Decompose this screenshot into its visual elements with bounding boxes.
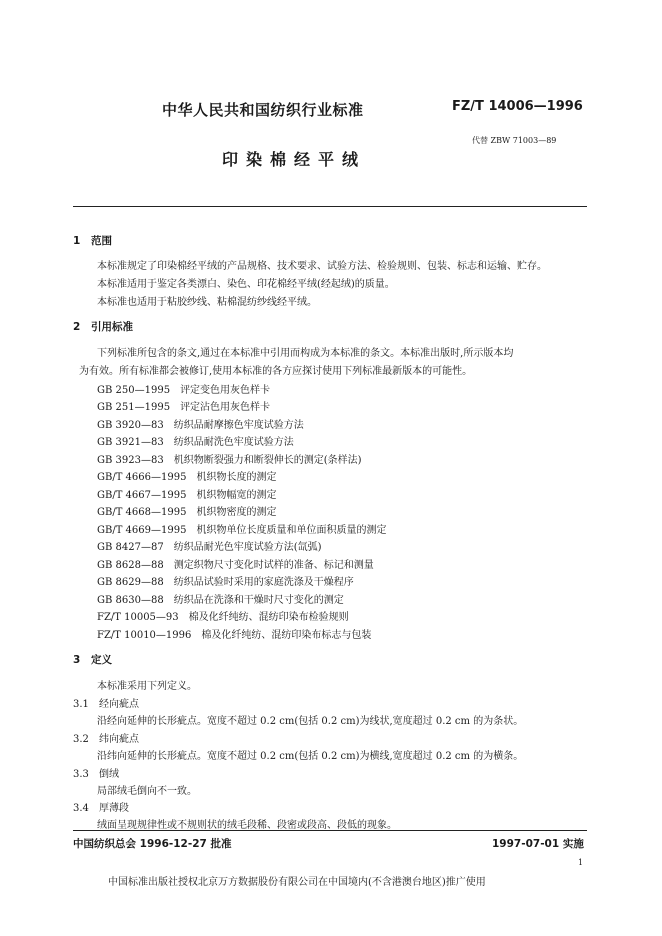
- section-heading-references: [73, 319, 133, 334]
- definition-text: 沿经向延伸的长形疵点。宽度不超过 0.2 cm(包括 0.2 cm)为线状,宽度超过 0.2 cm 的为条状。: [97, 716, 524, 727]
- reference-item: [97, 468, 276, 483]
- reference-code: GB 250—1995: [97, 385, 171, 396]
- reference-code: GB 8629—88: [97, 577, 164, 588]
- reference-code: GB 8630—88: [97, 595, 164, 606]
- reference-code: GB 251—1995: [97, 402, 171, 413]
- section-title: 范围: [91, 235, 112, 247]
- document-title: 印染棉经平绒: [222, 150, 367, 169]
- reference-item: [97, 398, 270, 413]
- reference-title: 棉及化纤纯纺、混纺印染布标志与包装: [201, 630, 372, 641]
- reference-item: [97, 521, 386, 536]
- reference-title: 评定变色用灰色样卡: [180, 385, 271, 396]
- footer-divider: [73, 830, 587, 831]
- reference-title: 纺织品耐摩擦色牢度试验方法: [173, 420, 304, 431]
- definition-number: 3.3: [73, 769, 89, 780]
- reference-item: [97, 626, 371, 641]
- section-number: 1: [73, 235, 81, 247]
- section-heading-scope: [73, 233, 112, 248]
- reference-title: 机织物长度的测定: [196, 472, 277, 483]
- reference-item: [97, 486, 276, 501]
- implementation-date: 1997-07-01 实施: [492, 838, 584, 850]
- reference-item: [97, 538, 322, 553]
- definition-heading: [73, 765, 119, 780]
- reference-title: 纺织品在洗涤和干燥时尺寸变化的测定: [173, 595, 344, 606]
- reference-item: [97, 381, 270, 396]
- definition-number: 3.4: [73, 803, 89, 814]
- reference-title: 机织物密度的测定: [196, 507, 277, 518]
- definition-number: 3.2: [73, 734, 89, 745]
- section-number: 3: [73, 654, 81, 666]
- definition-term: 倒绒: [99, 769, 119, 780]
- approval-date: 中国纺织总会 1996-12-27 批准: [73, 838, 232, 850]
- section-number: 2: [73, 321, 81, 333]
- reference-item: [97, 503, 276, 518]
- definition-heading: [73, 695, 139, 710]
- paragraph: 本标准也适用于粘胶纱线、粘棉混纺纱线经平绒。: [97, 297, 317, 308]
- reference-title: 机织物断裂强力和断裂伸长的测定(条样法): [173, 455, 362, 466]
- reference-item: [97, 451, 362, 466]
- reference-item: [97, 608, 349, 623]
- definition-term: 纬向疵点: [99, 734, 139, 745]
- reference-title: 纺织品耐洗色牢度试验方法: [173, 437, 294, 448]
- header-divider: [73, 206, 587, 207]
- paragraph: 为有效。所有标准都会被修订,使用本标准的各方应探讨使用下列标准最新版本的可能性。: [79, 366, 473, 377]
- reference-code: FZ/T 10005—93: [97, 612, 179, 623]
- definition-heading: [73, 730, 139, 745]
- paragraph: 本标准采用下列定义。: [97, 681, 197, 692]
- reference-item: [97, 433, 294, 448]
- definition-text: 局部绒毛倒向不一致。: [97, 786, 197, 797]
- reference-code: GB/T 4667—1995: [97, 490, 187, 501]
- definition-term: 厚薄段: [99, 803, 129, 814]
- reference-item: [97, 573, 354, 588]
- reference-title: 测定织物尺寸变化时试样的准备、标记和测量: [173, 560, 374, 571]
- section-title: 引用标准: [91, 321, 133, 333]
- section-heading-definitions: [73, 652, 112, 667]
- reference-item: [97, 416, 304, 431]
- standard-code: FZ/T 14006—1996: [452, 99, 583, 114]
- page-number: 1: [578, 858, 584, 867]
- definition-term: 经向疵点: [99, 699, 139, 710]
- replaces-standard: 代替 ZBW 71003—89: [472, 136, 557, 145]
- paragraph: 下列标准所包含的条文,通过在本标准中引用而构成为本标准的条文。本标准出版时,所示版本均: [97, 348, 514, 359]
- reference-item: [97, 591, 344, 606]
- reference-title: 纺织品试验时采用的家庭洗涤及干燥程序: [173, 577, 354, 588]
- reference-title: 机织物幅宽的测定: [196, 490, 277, 501]
- definition-text: 沿纬向延伸的长形疵点。宽度不超过 0.2 cm(包括 0.2 cm)为横线,宽度超过 0.2 cm 的为横条。: [97, 751, 524, 762]
- reference-code: GB 8628—88: [97, 560, 164, 571]
- paragraph: 本标准规定了印染棉经平绒的产品规格、技术要求、试验方法、检验规则、包装、标志和运输、贮存。: [97, 261, 547, 272]
- paragraph: 本标准适用于鉴定各类漂白、染色、印花棉经平绒(经起绒)的质量。: [97, 279, 395, 290]
- reference-code: GB 8427—87: [97, 542, 164, 553]
- reference-code: GB/T 4668—1995: [97, 507, 187, 518]
- definition-heading: [73, 799, 129, 814]
- reference-title: 评定沾色用灰色样卡: [180, 402, 271, 413]
- reference-title: 纺织品耐光色牢度试验方法(氙弧): [173, 542, 322, 553]
- reference-title: 棉及化纤纯纺、混纺印染布检验规则: [188, 612, 349, 623]
- reference-code: GB/T 4666—1995: [97, 472, 187, 483]
- standard-category-title: 中华人民共和国纺织行业标准: [162, 101, 364, 119]
- reference-item: [97, 556, 374, 571]
- reference-title: 机织物单位长度质量和单位面积质量的测定: [196, 525, 387, 536]
- distribution-notice: 中国标准出版社授权北京万方数据股份有限公司在中国境内(不含港澳台地区)推广使用: [108, 877, 486, 888]
- reference-code: FZ/T 10010—1996: [97, 630, 192, 641]
- definition-number: 3.1: [73, 699, 89, 710]
- reference-code: GB 3921—83: [97, 437, 164, 448]
- section-title: 定义: [91, 654, 112, 666]
- definition-text: 绒面呈现规律性或不规则状的绒毛段稀、段密或段高、段低的现象。: [97, 820, 397, 831]
- reference-code: GB 3923—83: [97, 455, 164, 466]
- reference-code: GB/T 4669—1995: [97, 525, 187, 536]
- reference-code: GB 3920—83: [97, 420, 164, 431]
